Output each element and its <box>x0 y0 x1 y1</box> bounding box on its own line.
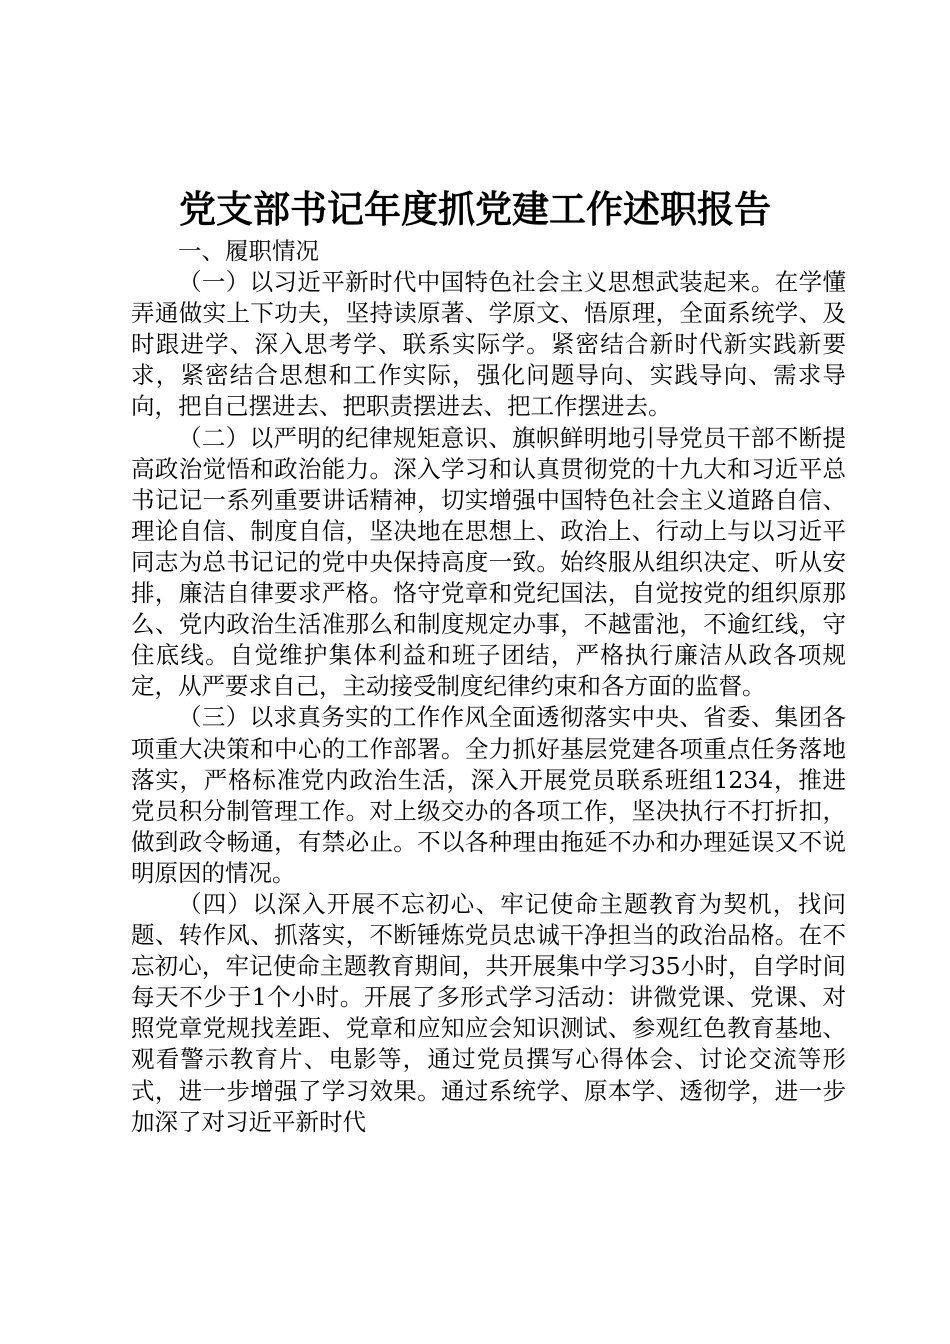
section-heading: 一、履职情况 <box>178 237 319 265</box>
document-title: 党支部书记年度抓党建工作述职报告 <box>179 187 771 231</box>
paragraph: （二）以严明的纪律规矩意识、旗帜鲜明地引导党员干部不断提高政治觉悟和政治能力。深入学习和认真贯彻党的十九大和习近平总书记记一系列重要讲话精神，切实增强中国特色社会主义道路自信、理论自信、制度自信，坚决地在思想上、政治上、行动上与以习近平同志为总书记记的党中央保持高度一致。始终服从组织决定、听从安排，廉洁自律要求严格。恪守党章和党纪国法，自觉按党的组织原那么、党内政治生活准那么和制度规定办事，不越雷池，不逾红线，守住底线。自觉维护集体利益和班子团结，严格执行廉洁从政各项规定，从严要求自己，主动接受制度纪律约束和各方面的监督。 <box>131 423 846 701</box>
paragraph: （三）以求真务实的工作作风全面透彻落实中央、省委、集团各项重大决策和中心的工作部署。全力抓好基层党建各项重点任务落地落实，严格标准党内政治生活，深入开展党员联系班组1234，推进党员积分制管理工作。对上级交办的各项工作，坚决执行不打折扣，做到政令畅通，有禁必止。不以各种理由拖延不办和办理延误又不说明原因的情况。 <box>131 703 846 887</box>
paragraph: （一）以习近平新时代中国特色社会主义思想武装起来。在学懂弄通做实上下功夫，坚持读原著、学原文、悟原理，全面系统学、及时跟进学、深入思考学、联系实际学。紧密结合新时代新实践新要求，紧密结合思想和工作实际，强化问题导向、实践导向、需求导向，把自己摆进去、把职责摆进去、把工作摆进去。 <box>131 268 846 421</box>
paragraph: （四）以深入开展不忘初心、牢记使命主题教育为契机，找问题、转作风、抓落实，不断锤炼党员忠诚干净担当的政治品格。在不忘初心，牢记使命主题教育期间，共开展集中学习35小时，自学时间每天不少于1个小时。开展了多形式学习活动：讲微党课、党课、对照党章党规找差距、党章和应知应会知识测试、参观红色教育基地、观看警示教育片、电影等，通过党员撰写心得体会、讨论交流等形式，进一步增强了学习效果。通过系统学、原本学、透彻学，进一步加深了对习近平新时代 <box>131 889 846 1136</box>
document-body <box>131 236 846 1138</box>
